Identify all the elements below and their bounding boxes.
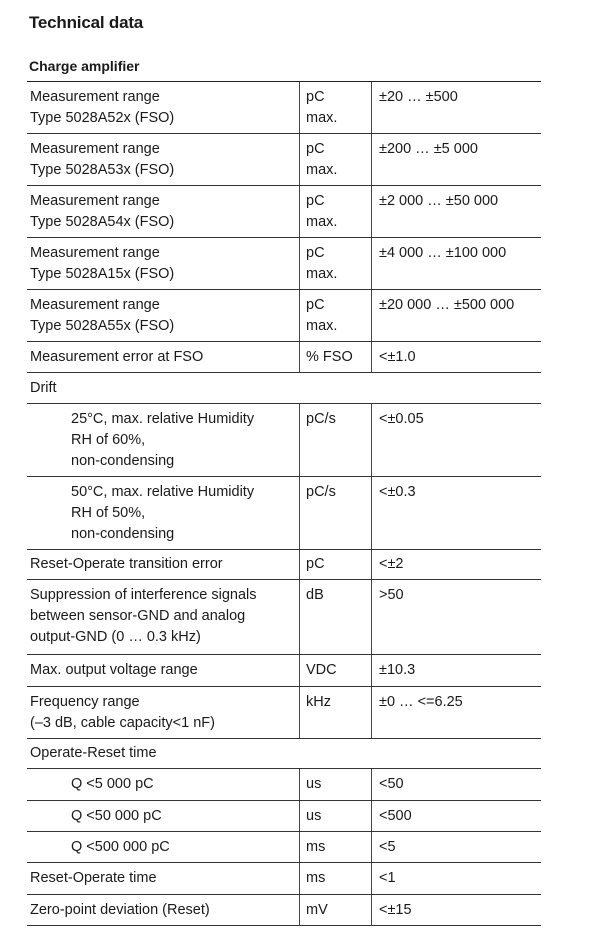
table-row <box>27 82 541 134</box>
row-label: Q <5 000 pC <box>71 776 154 792</box>
row-value: <50 <box>371 769 541 800</box>
table-row <box>27 580 541 655</box>
table-row <box>27 550 541 580</box>
row-label: Measurement range Type 5028A55x (FSO) <box>30 297 175 334</box>
row-label: Zero-point deviation (Reset) <box>30 901 210 918</box>
row-unit: % FSO <box>299 342 371 372</box>
row-label: Operate-Reset time <box>30 745 157 761</box>
row-label: Q <500 000 pC <box>71 838 170 855</box>
table-row <box>27 134 541 186</box>
table-row <box>27 186 541 238</box>
row-label: Suppression of interference signals between sensor-GND and analog output-GND (0 … 0.3 kHz) <box>30 587 257 645</box>
row-unit: us <box>299 801 371 831</box>
table-row <box>27 895 541 926</box>
row-unit: ms <box>299 863 371 894</box>
row-value: ±20 000 … ±500 000 <box>371 290 541 341</box>
table-row <box>27 655 541 687</box>
table-row <box>27 801 541 832</box>
table-row <box>27 290 541 342</box>
row-label: 50°C, max. relative Humidity RH of 50%, non-condensing <box>71 484 255 542</box>
table-row <box>27 769 541 801</box>
row-value: ±4 000 … ±100 000 <box>371 238 541 289</box>
row-unit: pC max. <box>299 82 371 133</box>
row-unit: pC max. <box>299 134 371 185</box>
row-value: <±0.3 <box>371 477 541 549</box>
row-unit: us <box>299 769 371 800</box>
spec-table <box>27 82 541 926</box>
row-unit: pC max. <box>299 238 371 289</box>
row-label: Measurement error at FSO <box>30 348 204 365</box>
section-heading: Charge amplifier <box>29 58 140 74</box>
row-unit: pC/s <box>299 404 371 476</box>
row-unit: pC/s <box>299 477 371 549</box>
row-unit: pC max. <box>299 290 371 341</box>
table-row-group-heading <box>27 739 541 769</box>
row-label: Measurement range Type 5028A53x (FSO) <box>30 141 175 178</box>
row-unit: pC <box>299 550 371 579</box>
row-unit: kHz <box>299 687 371 738</box>
row-label: Measurement range Type 5028A54x (FSO) <box>30 193 175 230</box>
row-value: ±20 … ±500 <box>371 82 541 133</box>
row-value: <1 <box>371 863 541 894</box>
row-value: <±1.0 <box>371 342 541 372</box>
row-unit: dB <box>299 580 371 654</box>
row-label: Reset-Operate time <box>30 870 157 886</box>
row-value: <500 <box>371 801 541 831</box>
row-value: ±2 000 … ±50 000 <box>371 186 541 237</box>
row-value: ±200 … ±5 000 <box>371 134 541 185</box>
row-value: ±10.3 <box>371 655 541 686</box>
row-unit: pC max. <box>299 186 371 237</box>
row-value: <±15 <box>371 895 541 925</box>
table-row <box>27 238 541 290</box>
table-row <box>27 832 541 863</box>
row-label: Q <50 000 pC <box>71 807 162 824</box>
row-value: <±0.05 <box>371 404 541 476</box>
table-row <box>27 404 541 477</box>
row-label: Drift <box>30 379 57 396</box>
row-label: Frequency range (–3 dB, cable capacity<1 nF) <box>30 694 215 731</box>
row-label: 25°C, max. relative Humidity RH of 60%, non-condensing <box>71 411 255 469</box>
row-label: Max. output voltage range <box>30 662 198 678</box>
row-unit: VDC <box>299 655 371 686</box>
row-unit: mV <box>299 895 371 925</box>
table-row <box>27 342 541 373</box>
table-row <box>27 863 541 895</box>
row-label: Reset-Operate transition error <box>30 556 223 572</box>
row-value: ±0 … <=6.25 <box>371 687 541 738</box>
page-title: Technical data <box>29 13 144 32</box>
row-value: <±2 <box>371 550 541 579</box>
row-value: >50 <box>371 580 541 654</box>
row-value: <5 <box>371 832 541 862</box>
table-row <box>27 687 541 739</box>
row-label: Measurement range Type 5028A52x (FSO) <box>30 89 175 126</box>
row-label: Measurement range Type 5028A15x (FSO) <box>30 245 175 282</box>
table-row-group-heading <box>27 373 541 404</box>
table-row <box>27 477 541 550</box>
row-unit: ms <box>299 832 371 862</box>
